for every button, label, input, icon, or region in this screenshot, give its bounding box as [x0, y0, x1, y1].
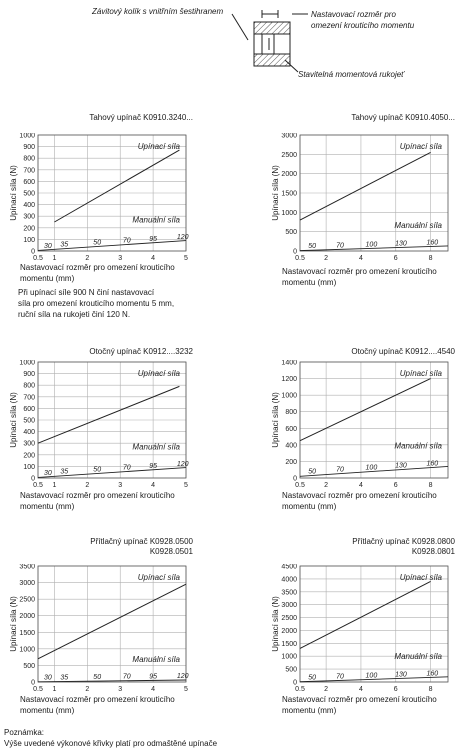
- ytick-label: 1500: [19, 629, 35, 637]
- ytick-label: 1500: [281, 640, 297, 648]
- xtick-label: 0.5: [295, 686, 305, 693]
- xtick-label: 2: [324, 255, 329, 262]
- footer-heading: Poznámka:: [4, 728, 45, 737]
- xtick-label: 0.5: [295, 482, 305, 489]
- clamp-force-label: Upínací síla: [137, 142, 180, 151]
- xtick-label: 4: [358, 482, 363, 489]
- ytick-label: 3500: [281, 589, 297, 597]
- clamp-force-line: [300, 379, 431, 441]
- ytick-label: 300: [23, 440, 35, 448]
- xtick-label: 6: [393, 686, 398, 693]
- manual-force-label: Manuální síla: [394, 651, 442, 661]
- xtick-label: 5: [184, 482, 188, 489]
- chart-title: Otočný upínač K0912....3232: [89, 347, 193, 356]
- ytick-label: 300: [23, 213, 35, 221]
- ytick-label: 0: [293, 679, 297, 687]
- label-torque-knob: Stavitelná momentová rukojeť: [298, 70, 404, 79]
- xtick-label: 0.5: [33, 482, 43, 489]
- ytick-label: 3500: [19, 564, 35, 571]
- manual-value-label: 120: [176, 460, 189, 468]
- xlabel: Nastavovací rozměr pro omezení krouticího momentu (mm): [282, 695, 437, 715]
- manual-value-label: 35: [60, 241, 69, 249]
- xtick-label: 4: [151, 686, 156, 693]
- manual-value-label: 130: [395, 671, 407, 679]
- ytick-label: 700: [23, 167, 35, 175]
- ytick-label: 400: [285, 442, 297, 450]
- xlabel: Nastavovací rozměr pro omezení krouticího momentu (mm): [20, 263, 175, 283]
- xtick-label: 4: [151, 255, 156, 262]
- manual-value-label: 95: [149, 673, 158, 681]
- ytick-label: 1000: [281, 209, 297, 217]
- ytick-label: 200: [23, 452, 35, 460]
- ylabel: Upínací síla (N): [9, 165, 18, 221]
- manual-value-label: 95: [149, 462, 158, 470]
- ytick-label: 900: [23, 371, 35, 379]
- ytick-label: 500: [23, 190, 35, 198]
- ytick-label: 4500: [281, 564, 297, 571]
- xtick-label: 4: [151, 482, 156, 489]
- xtick-label: 2: [85, 686, 90, 693]
- clamp-force-label: Upínací síla: [399, 573, 442, 582]
- ytick-label: 500: [23, 662, 35, 670]
- manual-value-label: 70: [336, 466, 344, 474]
- manual-force-label: Manuální síla: [132, 215, 180, 225]
- xtick-label: 8: [428, 686, 433, 693]
- manual-value-label: 70: [336, 673, 344, 681]
- manual-value-label: 100: [365, 464, 378, 472]
- manual-value-label: 160: [426, 239, 439, 247]
- ytick-label: 2500: [281, 615, 297, 623]
- manual-value-label: 120: [176, 673, 189, 681]
- xtick-label: 6: [393, 255, 398, 262]
- clamp-force-label: Upínací síla: [399, 369, 442, 378]
- ytick-label: 500: [285, 666, 297, 674]
- manual-value-label: 30: [43, 469, 52, 477]
- xtick-label: 5: [184, 686, 188, 693]
- xtick-label: 2: [85, 255, 90, 262]
- manual-force-label: Manuální síla: [132, 442, 180, 452]
- ytick-label: 800: [23, 382, 35, 390]
- ytick-label: 1000: [19, 133, 35, 140]
- chart-title: Tahový upínač K0910.3240...: [89, 113, 193, 122]
- clamp-force-line: [38, 386, 179, 443]
- manual-value-label: 100: [365, 241, 378, 249]
- manual-value-label: 160: [426, 670, 439, 678]
- manual-value-label: 130: [395, 240, 407, 248]
- manual-value-label: 70: [122, 464, 131, 472]
- ylabel: Upínací síla (N): [9, 392, 18, 448]
- ytick-label: 1000: [19, 646, 35, 654]
- ytick-label: 3000: [281, 602, 297, 610]
- manual-force-label: Manuální síla: [394, 220, 442, 230]
- ytick-label: 4000: [281, 576, 297, 584]
- ytick-label: 1000: [19, 360, 35, 367]
- chart-title: Přítlačný upínač K0928.0500 K0928.0501: [90, 537, 193, 556]
- manual-force-label: Manuální síla: [394, 441, 442, 451]
- chart-4: [270, 360, 452, 494]
- manual-value-label: 50: [93, 674, 102, 682]
- xtick-label: 0.5: [295, 255, 305, 262]
- xtick-label: 0.5: [33, 686, 43, 693]
- ytick-label: 2000: [19, 613, 35, 621]
- ytick-label: 2500: [19, 596, 35, 604]
- manual-value-label: 70: [336, 242, 344, 250]
- chart-6: [270, 564, 452, 698]
- ytick-label: 1500: [281, 190, 297, 198]
- ytick-label: 500: [23, 417, 35, 425]
- xtick-label: 2: [85, 482, 90, 489]
- chart-title: Otočný upínač K0912....4540: [351, 347, 455, 356]
- xtick-label: 3: [118, 686, 123, 693]
- manual-value-label: 35: [60, 468, 69, 476]
- manual-value-label: 70: [122, 673, 131, 681]
- ytick-label: 0: [31, 475, 35, 483]
- ylabel: Upínací síla (N): [9, 596, 18, 652]
- xtick-label: 3: [118, 482, 123, 489]
- manual-value-label: 70: [122, 237, 131, 245]
- xtick-label: 3: [118, 255, 123, 262]
- clamp-force-label: Upínací síla: [137, 573, 180, 582]
- example-note: Při upínací síle 900 N činí nastavovací síla pro omezení krouticího momentu 5 mm, ruční síla na rukojeti činí 120 N.: [18, 288, 175, 319]
- ytick-label: 0: [293, 248, 297, 256]
- ytick-label: 1400: [281, 360, 297, 367]
- ytick-label: 800: [285, 409, 297, 417]
- ytick-label: 3000: [281, 133, 297, 140]
- xtick-label: 1: [52, 255, 57, 262]
- manual-value-label: 120: [176, 233, 189, 241]
- ytick-label: 700: [23, 394, 35, 402]
- ytick-label: 0: [31, 248, 35, 256]
- ytick-label: 2500: [281, 151, 297, 159]
- manual-value-label: 130: [395, 462, 407, 470]
- ytick-label: 100: [23, 463, 35, 471]
- ytick-label: 500: [285, 229, 297, 237]
- clamp-force-label: Upínací síla: [399, 142, 442, 151]
- manual-value-label: 160: [426, 460, 439, 468]
- ylabel: Upínací síla (N): [271, 165, 280, 221]
- manual-force-label: Manuální síla: [132, 655, 180, 665]
- ytick-label: 200: [285, 458, 297, 466]
- manual-value-label: 50: [308, 468, 317, 476]
- ytick-label: 0: [293, 475, 297, 483]
- plot-frame: [38, 566, 186, 682]
- clamp-force-line: [300, 152, 431, 220]
- ytick-label: 2000: [281, 627, 297, 635]
- ytick-label: 600: [23, 178, 35, 186]
- ytick-label: 600: [285, 425, 297, 433]
- xlabel: Nastavovací rozměr pro omezení krouticího momentu (mm): [282, 491, 437, 511]
- manual-value-label: 50: [93, 239, 102, 247]
- footer-text: Výše uvedené výkonové křivky platí pro odmaštěné upínače: [4, 739, 218, 748]
- xtick-label: 8: [428, 255, 433, 262]
- ylabel: Upínací síla (N): [271, 596, 280, 652]
- xtick-label: 4: [358, 686, 363, 693]
- xlabel: Nastavovací rozměr pro omezení krouticího momentu (mm): [20, 695, 175, 715]
- ylabel: Upínací síla (N): [271, 392, 280, 448]
- ytick-label: 600: [23, 405, 35, 413]
- chart-1: [8, 133, 190, 267]
- ytick-label: 3000: [19, 580, 35, 588]
- manual-value-label: 50: [308, 674, 317, 682]
- manual-value-label: 50: [308, 243, 317, 251]
- manual-value-label: 100: [365, 672, 378, 680]
- ytick-label: 800: [23, 155, 35, 163]
- chart-title: Přítlačný upínač K0928.0800 K0928.0801: [352, 537, 455, 556]
- xtick-label: 2: [324, 482, 329, 489]
- xtick-label: 5: [184, 255, 188, 262]
- clamp-force-line: [38, 584, 186, 659]
- ytick-label: 0: [31, 679, 35, 687]
- chart-3: [8, 360, 190, 494]
- ytick-label: 400: [23, 202, 35, 210]
- manual-value-label: 35: [60, 674, 69, 682]
- chart-title: Tahový upínač K0910.4050...: [351, 113, 455, 122]
- xlabel: Nastavovací rozměr pro omezení krouticího momentu (mm): [282, 267, 437, 287]
- ytick-label: 1200: [281, 376, 297, 384]
- xtick-label: 0.5: [33, 255, 43, 262]
- ytick-label: 1000: [281, 653, 297, 661]
- ytick-label: 1000: [281, 392, 297, 400]
- xtick-label: 8: [428, 482, 433, 489]
- xlabel: Nastavovací rozměr pro omezení krouticího momentu (mm): [20, 491, 175, 511]
- ytick-label: 100: [23, 236, 35, 244]
- ytick-label: 2000: [281, 171, 297, 179]
- chart-5: [8, 564, 190, 698]
- manual-value-label: 30: [43, 242, 52, 250]
- clamp-force-line: [54, 150, 179, 222]
- xtick-label: 4: [358, 255, 363, 262]
- clamp-force-label: Upínací síla: [137, 369, 180, 378]
- xtick-label: 2: [324, 686, 329, 693]
- xtick-label: 6: [393, 482, 398, 489]
- manual-value-label: 95: [149, 235, 158, 243]
- label-hex-pin: Závitový kolík s vnitřním šestihranem: [92, 7, 224, 16]
- xtick-label: 1: [52, 686, 57, 693]
- manual-value-label: 50: [93, 466, 102, 474]
- xtick-label: 1: [52, 482, 57, 489]
- chart-2: [270, 133, 452, 267]
- ytick-label: 400: [23, 429, 35, 437]
- ytick-label: 900: [23, 144, 35, 152]
- label-setting-dimension: Nastavovací rozměr pro omezení krouticího momentu: [311, 10, 415, 30]
- ytick-label: 200: [23, 225, 35, 233]
- manual-value-label: 30: [43, 674, 52, 682]
